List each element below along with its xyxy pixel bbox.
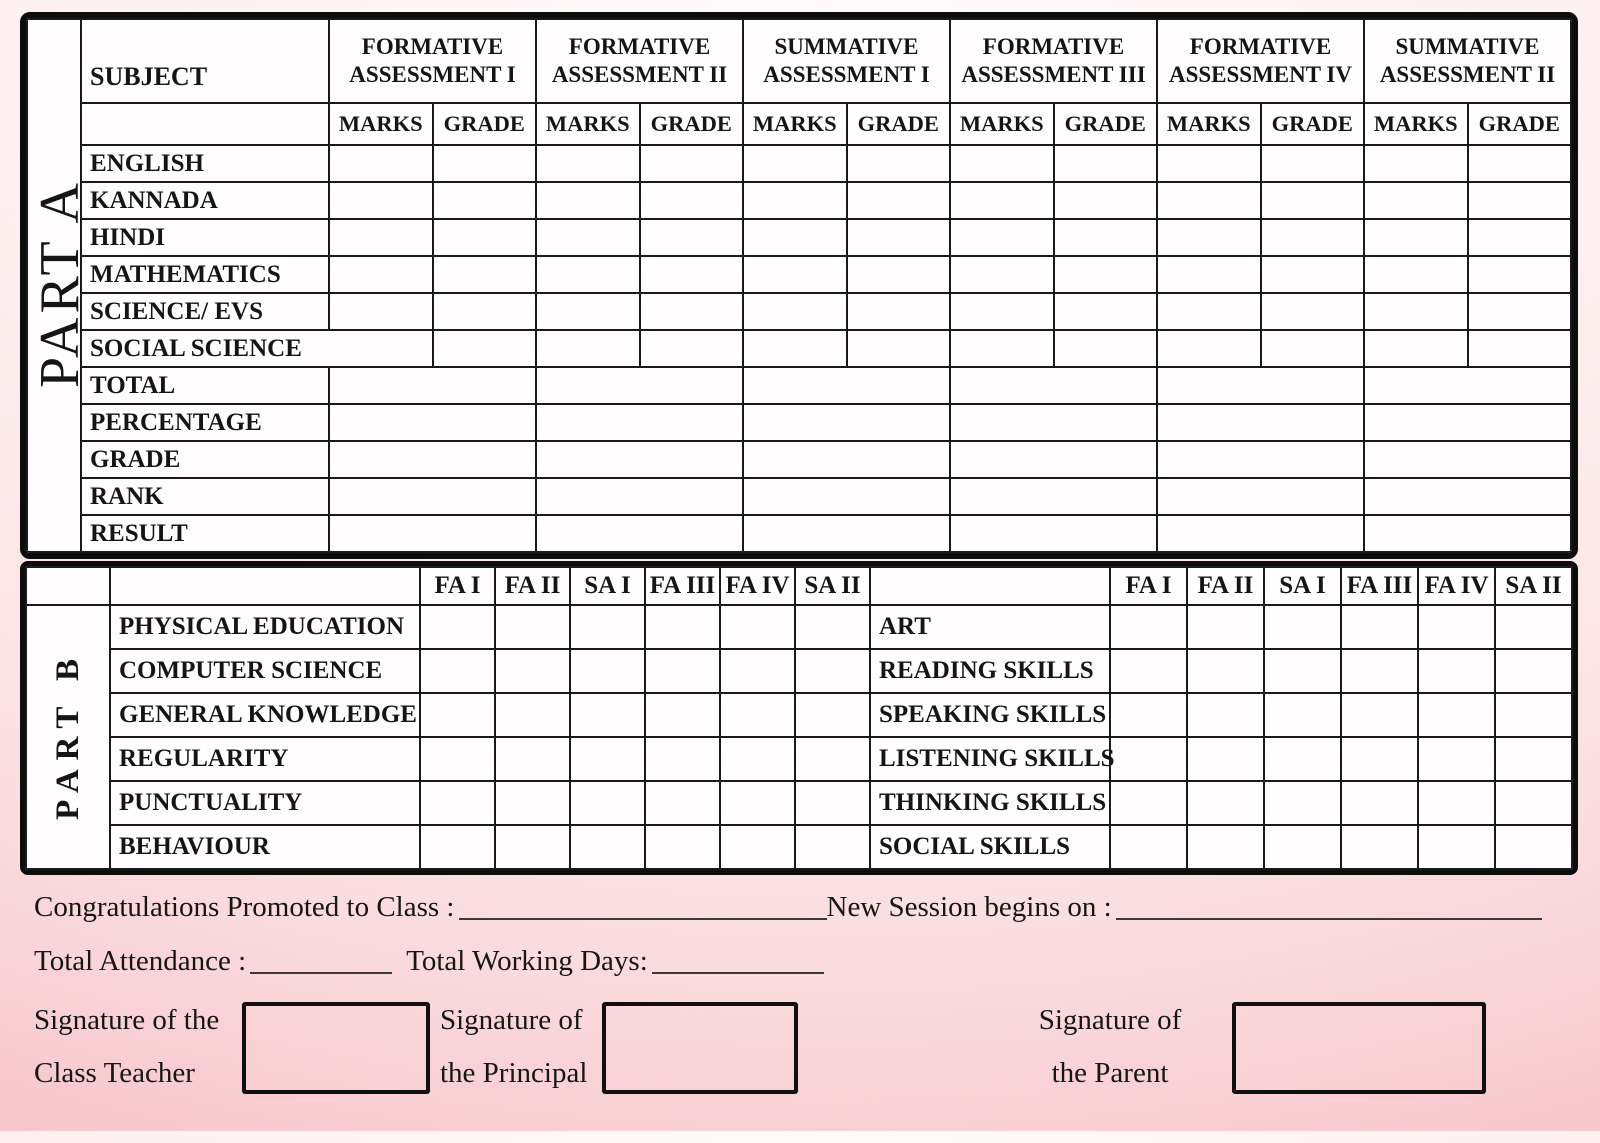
marks-input-cell[interactable] [1364, 145, 1468, 182]
part-b-row [26, 693, 1572, 737]
marks-input-cell[interactable] [536, 219, 640, 256]
part-a-header-row [27, 19, 1571, 103]
signature-parent-label [1034, 1002, 1186, 1094]
summary-input-cell[interactable] [1157, 515, 1364, 552]
grade-input-cell[interactable] [720, 605, 795, 649]
grade-input-cell[interactable] [1187, 605, 1264, 649]
grade-input-cell[interactable] [1054, 145, 1158, 182]
signature-parent-box[interactable] [1232, 1002, 1486, 1094]
grade-input-cell[interactable] [720, 693, 795, 737]
new-session-blank-line[interactable] [1116, 910, 1542, 920]
activity-name-cell: COMPUTER SCIENCE [110, 649, 420, 693]
part-b-col-header: FA I [1110, 567, 1187, 605]
grade-input-cell[interactable] [1054, 330, 1158, 367]
grade-input-cell[interactable] [645, 781, 720, 825]
summary-input-cell[interactable] [536, 478, 743, 515]
grade-input-cell[interactable] [795, 781, 870, 825]
signature-teacher-line1: Signature of the [34, 1004, 220, 1036]
grade-input-cell[interactable] [1264, 693, 1341, 737]
grade-input-cell[interactable] [1341, 825, 1418, 869]
activity-name-cell: SOCIAL SKILLS [870, 825, 1110, 869]
grade-input-cell[interactable] [847, 293, 951, 330]
signature-teacher-box[interactable] [242, 1002, 430, 1094]
grade-input-cell[interactable] [1418, 649, 1495, 693]
activity-name-cell: BEHAVIOUR [110, 825, 420, 869]
summary-input-cell[interactable] [536, 404, 743, 441]
marks-input-cell[interactable] [950, 293, 1054, 330]
marks-input-cell[interactable] [1364, 219, 1468, 256]
summary-input-cell[interactable] [950, 515, 1157, 552]
subject-row [27, 330, 1571, 367]
grade-input-cell[interactable] [795, 825, 870, 869]
grade-input-cell[interactable] [433, 256, 537, 293]
marks-input-cell[interactable] [1364, 293, 1468, 330]
grade-input-cell[interactable] [1110, 737, 1187, 781]
summary-input-cell[interactable] [329, 404, 536, 441]
grade-input-cell[interactable] [1110, 649, 1187, 693]
summary-row [27, 367, 1571, 404]
signature-principal-line2: the Principal [440, 1057, 588, 1089]
grade-input-cell[interactable] [1468, 256, 1572, 293]
summary-input-cell[interactable] [950, 404, 1157, 441]
grade-input-cell[interactable] [1341, 649, 1418, 693]
grade-input-cell[interactable] [1418, 737, 1495, 781]
part-a-subheader-row [27, 103, 1571, 145]
assessment-line2: ASSESSMENT III [961, 62, 1146, 87]
grade-input-cell[interactable] [1264, 737, 1341, 781]
grade-input-cell[interactable] [1187, 781, 1264, 825]
grade-input-cell[interactable] [1495, 825, 1572, 869]
promotion-line [34, 891, 1542, 924]
part-b-col-header: FA III [645, 567, 720, 605]
summary-input-cell[interactable] [743, 404, 950, 441]
grade-input-cell[interactable] [495, 825, 570, 869]
grade-input-cell[interactable] [495, 737, 570, 781]
grade-input-cell[interactable] [847, 330, 951, 367]
subject-name-cell: SCIENCE/ EVS [81, 293, 329, 330]
grade-input-cell[interactable] [640, 256, 744, 293]
signature-parent-line2: the Parent [1051, 1057, 1169, 1089]
grade-input-cell[interactable] [1264, 605, 1341, 649]
summary-row [27, 404, 1571, 441]
activity-name-cell: GENERAL KNOWLEDGE [110, 693, 420, 737]
summary-row [27, 515, 1571, 552]
summary-input-cell[interactable] [743, 441, 950, 478]
grade-input-cell[interactable] [1110, 693, 1187, 737]
summary-row [27, 441, 1571, 478]
summary-input-cell[interactable] [1364, 367, 1571, 404]
grade-input-cell[interactable] [1468, 293, 1572, 330]
grade-input-cell[interactable] [433, 293, 537, 330]
grade-input-cell[interactable] [645, 737, 720, 781]
part-b-table [20, 561, 1578, 875]
summary-input-cell[interactable] [329, 441, 536, 478]
grade-input-cell[interactable] [1187, 825, 1264, 869]
marks-input-cell[interactable] [1157, 219, 1261, 256]
activity-name-cell: ART [870, 605, 1110, 649]
signature-parent-line1: Signature of [1038, 1004, 1182, 1036]
grade-input-cell[interactable] [1110, 781, 1187, 825]
grade-input-cell[interactable] [1264, 649, 1341, 693]
grade-input-cell[interactable] [1341, 605, 1418, 649]
assessment-header-fa2 [536, 19, 743, 103]
marks-header-cell: MARKS [329, 103, 433, 145]
summary-input-cell[interactable] [1157, 441, 1364, 478]
assessment-line1: FORMATIVE [361, 33, 504, 59]
part-b-label: PART B [49, 649, 86, 820]
summary-name-cell: GRADE [81, 441, 329, 478]
subject-name-cell: HINDI [81, 219, 329, 256]
grade-input-cell[interactable] [1495, 781, 1572, 825]
grade-input-cell[interactable] [570, 737, 645, 781]
grade-input-cell[interactable] [640, 219, 744, 256]
part-b-label-cell [26, 605, 110, 869]
footer-section [0, 875, 1600, 1094]
assessment-line2: ASSESSMENT II [1379, 62, 1556, 87]
working-days-label: Total Working Days: [406, 945, 648, 977]
grade-input-cell[interactable] [640, 293, 744, 330]
grade-input-cell[interactable] [1261, 293, 1365, 330]
grade-input-cell[interactable] [1418, 825, 1495, 869]
part-b-row [26, 781, 1572, 825]
subject-row [27, 219, 1571, 256]
marks-input-cell[interactable] [1364, 330, 1468, 367]
working-days-blank-line[interactable] [652, 964, 824, 974]
assessment-line1: FORMATIVE [568, 33, 711, 59]
grade-input-cell[interactable] [570, 605, 645, 649]
activity-name-cell: PUNCTUALITY [110, 781, 420, 825]
grade-input-cell[interactable] [645, 649, 720, 693]
subject-name-cell: KANNADA [81, 182, 329, 219]
marks-input-cell[interactable] [743, 330, 847, 367]
summary-input-cell[interactable] [1364, 515, 1571, 552]
summary-row [27, 478, 1571, 515]
marks-header-cell: MARKS [1364, 103, 1468, 145]
grade-header-cell: GRADE [1054, 103, 1158, 145]
assessment-line2: ASSESSMENT II [551, 62, 728, 87]
grade-input-cell[interactable] [1110, 605, 1187, 649]
marks-input-cell[interactable] [743, 293, 847, 330]
signature-teacher-label [34, 1002, 230, 1094]
signature-row [34, 1002, 1542, 1094]
promoted-class-label: Congratulations Promoted to Class : [34, 891, 455, 923]
summary-input-cell[interactable] [1157, 404, 1364, 441]
grade-input-cell[interactable] [1054, 219, 1158, 256]
marks-header-cell: MARKS [536, 103, 640, 145]
grade-input-cell[interactable] [433, 182, 537, 219]
part-b-col-header: FA IV [1418, 567, 1495, 605]
assessment-header-sa1 [743, 19, 950, 103]
summary-input-cell[interactable] [329, 478, 536, 515]
grade-input-cell[interactable] [1468, 182, 1572, 219]
grade-input-cell[interactable] [847, 145, 951, 182]
part-b-row [26, 825, 1572, 869]
part-b-col-header: FA III [1341, 567, 1418, 605]
grade-input-cell[interactable] [570, 693, 645, 737]
signature-principal-label [440, 1002, 592, 1094]
grade-input-cell[interactable] [495, 781, 570, 825]
grade-input-cell[interactable] [420, 605, 495, 649]
grade-input-cell[interactable] [640, 182, 744, 219]
grade-input-cell[interactable] [1054, 182, 1158, 219]
grade-input-cell[interactable] [570, 649, 645, 693]
summary-input-cell[interactable] [1364, 404, 1571, 441]
attendance-label: Total Attendance : [34, 945, 247, 977]
grade-input-cell[interactable] [1341, 781, 1418, 825]
summary-name-cell: PERCENTAGE [81, 404, 329, 441]
marks-input-cell[interactable] [329, 219, 433, 256]
grade-input-cell[interactable] [720, 781, 795, 825]
grade-input-cell[interactable] [1468, 145, 1572, 182]
assessment-header-fa3 [950, 19, 1157, 103]
summary-input-cell[interactable] [1364, 441, 1571, 478]
summary-name-cell: RANK [81, 478, 329, 515]
subject-row [27, 182, 1571, 219]
grade-input-cell[interactable] [645, 825, 720, 869]
summary-name-cell: TOTAL [81, 367, 329, 404]
marks-input-cell[interactable] [1157, 256, 1261, 293]
assessment-line1: FORMATIVE [982, 33, 1125, 59]
summary-input-cell[interactable] [743, 478, 950, 515]
part-b-row [26, 737, 1572, 781]
new-session-label: New Session begins on : [826, 891, 1112, 923]
grade-input-cell[interactable] [1264, 825, 1341, 869]
activity-name-header-cell [110, 567, 420, 605]
grade-input-cell[interactable] [720, 825, 795, 869]
grade-input-cell[interactable] [795, 737, 870, 781]
marks-input-cell[interactable] [329, 293, 433, 330]
attendance-line [34, 945, 1542, 978]
assessment-line2: ASSESSMENT I [349, 62, 516, 87]
summary-input-cell[interactable] [950, 441, 1157, 478]
grade-header-cell: GRADE [433, 103, 537, 145]
assessment-line1: FORMATIVE [1189, 33, 1332, 59]
assessment-header-sa2 [1364, 19, 1571, 103]
summary-input-cell[interactable] [536, 515, 743, 552]
marks-input-cell[interactable] [950, 145, 1054, 182]
grade-header-cell: GRADE [847, 103, 951, 145]
grade-input-cell[interactable] [1468, 219, 1572, 256]
grade-input-cell[interactable] [645, 605, 720, 649]
part-b-label-header-cell [26, 567, 110, 605]
grade-input-cell[interactable] [1495, 737, 1572, 781]
part-b-col-header: FA IV [720, 567, 795, 605]
activity-name-header-cell [870, 567, 1110, 605]
part-a-grid [26, 18, 1572, 553]
signature-principal-line1: Signature of [440, 1004, 583, 1036]
marks-input-cell[interactable] [1157, 330, 1261, 367]
part-b-header-row [26, 567, 1572, 605]
grade-input-cell[interactable] [1054, 293, 1158, 330]
signature-teacher-line2: Class Teacher [34, 1057, 195, 1089]
marks-input-cell[interactable] [1157, 293, 1261, 330]
grade-input-cell[interactable] [1495, 649, 1572, 693]
grade-input-cell[interactable] [1054, 256, 1158, 293]
summary-name-cell: RESULT [81, 515, 329, 552]
marks-input-cell[interactable] [536, 330, 640, 367]
report-card-page [0, 12, 1600, 1143]
marks-input-cell[interactable] [743, 145, 847, 182]
grade-input-cell[interactable] [433, 330, 537, 367]
marks-input-cell[interactable] [329, 182, 433, 219]
part-b-col-header: SA II [1495, 567, 1572, 605]
marks-input-cell[interactable] [1364, 182, 1468, 219]
grade-input-cell[interactable] [645, 693, 720, 737]
grade-input-cell[interactable] [1341, 693, 1418, 737]
grade-input-cell[interactable] [1418, 605, 1495, 649]
subject-header-cell: SUBJECT [81, 19, 329, 103]
summary-input-cell[interactable] [1157, 367, 1364, 404]
marks-input-cell[interactable] [950, 219, 1054, 256]
grade-input-cell[interactable] [1110, 825, 1187, 869]
marks-header-cell: MARKS [1157, 103, 1261, 145]
summary-input-cell[interactable] [743, 367, 950, 404]
grade-input-cell[interactable] [433, 219, 537, 256]
summary-input-cell[interactable] [950, 367, 1157, 404]
subject-row [27, 293, 1571, 330]
marks-input-cell[interactable] [743, 219, 847, 256]
grade-input-cell[interactable] [795, 649, 870, 693]
subject-name-cell: ENGLISH [81, 145, 329, 182]
attendance-blank-line[interactable] [250, 964, 392, 974]
part-b-grid [25, 566, 1573, 870]
summary-input-cell[interactable] [329, 367, 536, 404]
assessment-line2: ASSESSMENT I [763, 62, 930, 87]
part-a-label: PART A [29, 178, 91, 388]
activity-name-cell: LISTENING SKILLS [870, 737, 1110, 781]
grade-input-cell[interactable] [795, 605, 870, 649]
grade-input-cell[interactable] [1495, 693, 1572, 737]
grade-input-cell[interactable] [420, 693, 495, 737]
summary-input-cell[interactable] [1157, 478, 1364, 515]
grade-input-cell[interactable] [420, 825, 495, 869]
marks-input-cell[interactable] [329, 256, 433, 293]
grade-input-cell[interactable] [433, 145, 537, 182]
part-b-col-header: FA I [420, 567, 495, 605]
grade-input-cell[interactable] [795, 693, 870, 737]
part-a-label-cell [27, 19, 91, 552]
part-b-col-header: SA II [795, 567, 870, 605]
marks-input-cell[interactable] [1157, 182, 1261, 219]
summary-input-cell[interactable] [536, 441, 743, 478]
marks-input-cell[interactable] [743, 256, 847, 293]
summary-input-cell[interactable] [950, 478, 1157, 515]
grade-input-cell[interactable] [570, 781, 645, 825]
grade-input-cell[interactable] [420, 781, 495, 825]
part-b-row [26, 605, 1572, 649]
grade-input-cell[interactable] [720, 649, 795, 693]
activity-name-cell: READING SKILLS [870, 649, 1110, 693]
activity-name-cell: SPEAKING SKILLS [870, 693, 1110, 737]
grade-input-cell[interactable] [640, 145, 744, 182]
subject-row [27, 145, 1571, 182]
marks-input-cell[interactable] [536, 182, 640, 219]
marks-input-cell[interactable] [536, 293, 640, 330]
grade-input-cell[interactable] [847, 182, 951, 219]
grade-input-cell[interactable] [420, 649, 495, 693]
subject-header-empty-cell [81, 103, 329, 145]
grade-input-cell[interactable] [1264, 781, 1341, 825]
part-b-col-header: SA I [570, 567, 645, 605]
summary-input-cell[interactable] [1364, 478, 1571, 515]
subject-name-cell: MATHEMATICS [81, 256, 329, 293]
promoted-class-blank-line[interactable] [459, 910, 827, 920]
grade-input-cell[interactable] [1187, 737, 1264, 781]
marks-input-cell[interactable] [743, 182, 847, 219]
assessment-line1: SUMMATIVE [1395, 33, 1540, 59]
grade-input-cell[interactable] [847, 219, 951, 256]
assessment-line2: ASSESSMENT IV [1168, 62, 1352, 87]
assessment-header-fa1 [329, 19, 536, 103]
part-b-col-header: FA II [495, 567, 570, 605]
grade-input-cell[interactable] [1261, 182, 1365, 219]
marks-header-cell: MARKS [743, 103, 847, 145]
grade-input-cell[interactable] [495, 605, 570, 649]
part-b-col-header: SA I [1264, 567, 1341, 605]
marks-header-cell: MARKS [950, 103, 1054, 145]
grade-header-cell: GRADE [1261, 103, 1365, 145]
summary-input-cell[interactable] [536, 367, 743, 404]
grade-input-cell[interactable] [640, 330, 744, 367]
activity-name-cell: PHYSICAL EDUCATION [110, 605, 420, 649]
grade-header-cell: GRADE [640, 103, 744, 145]
marks-input-cell[interactable] [1157, 145, 1261, 182]
grade-input-cell[interactable] [1187, 649, 1264, 693]
grade-input-cell[interactable] [1261, 256, 1365, 293]
grade-input-cell[interactable] [1187, 693, 1264, 737]
marks-input-cell[interactable] [950, 256, 1054, 293]
grade-input-cell[interactable] [1261, 219, 1365, 256]
part-a-table [20, 12, 1578, 559]
grade-input-cell[interactable] [720, 737, 795, 781]
marks-input-cell[interactable] [536, 145, 640, 182]
marks-input-cell[interactable] [950, 330, 1054, 367]
activity-name-cell: REGULARITY [110, 737, 420, 781]
subject-name-cell: SOCIAL SCIENCE [81, 330, 433, 367]
part-b-row [26, 649, 1572, 693]
grade-input-cell[interactable] [1468, 330, 1572, 367]
marks-input-cell[interactable] [536, 256, 640, 293]
summary-input-cell[interactable] [743, 515, 950, 552]
part-b-col-header: FA II [1187, 567, 1264, 605]
grade-input-cell[interactable] [1341, 737, 1418, 781]
marks-input-cell[interactable] [950, 182, 1054, 219]
activity-name-cell: THINKING SKILLS [870, 781, 1110, 825]
grade-input-cell[interactable] [1418, 781, 1495, 825]
grade-header-cell: GRADE [1468, 103, 1572, 145]
grade-input-cell[interactable] [1261, 145, 1365, 182]
marks-input-cell[interactable] [329, 145, 433, 182]
signature-principal-box[interactable] [602, 1002, 798, 1094]
grade-input-cell[interactable] [1261, 330, 1365, 367]
assessment-line1: SUMMATIVE [774, 33, 919, 59]
assessment-header-fa4 [1157, 19, 1364, 103]
marks-input-cell[interactable] [1364, 256, 1468, 293]
grade-input-cell[interactable] [420, 737, 495, 781]
grade-input-cell[interactable] [495, 649, 570, 693]
grade-input-cell[interactable] [495, 693, 570, 737]
grade-input-cell[interactable] [1495, 605, 1572, 649]
subject-row [27, 256, 1571, 293]
grade-input-cell[interactable] [847, 256, 951, 293]
grade-input-cell[interactable] [1418, 693, 1495, 737]
grade-input-cell[interactable] [570, 825, 645, 869]
summary-input-cell[interactable] [329, 515, 536, 552]
